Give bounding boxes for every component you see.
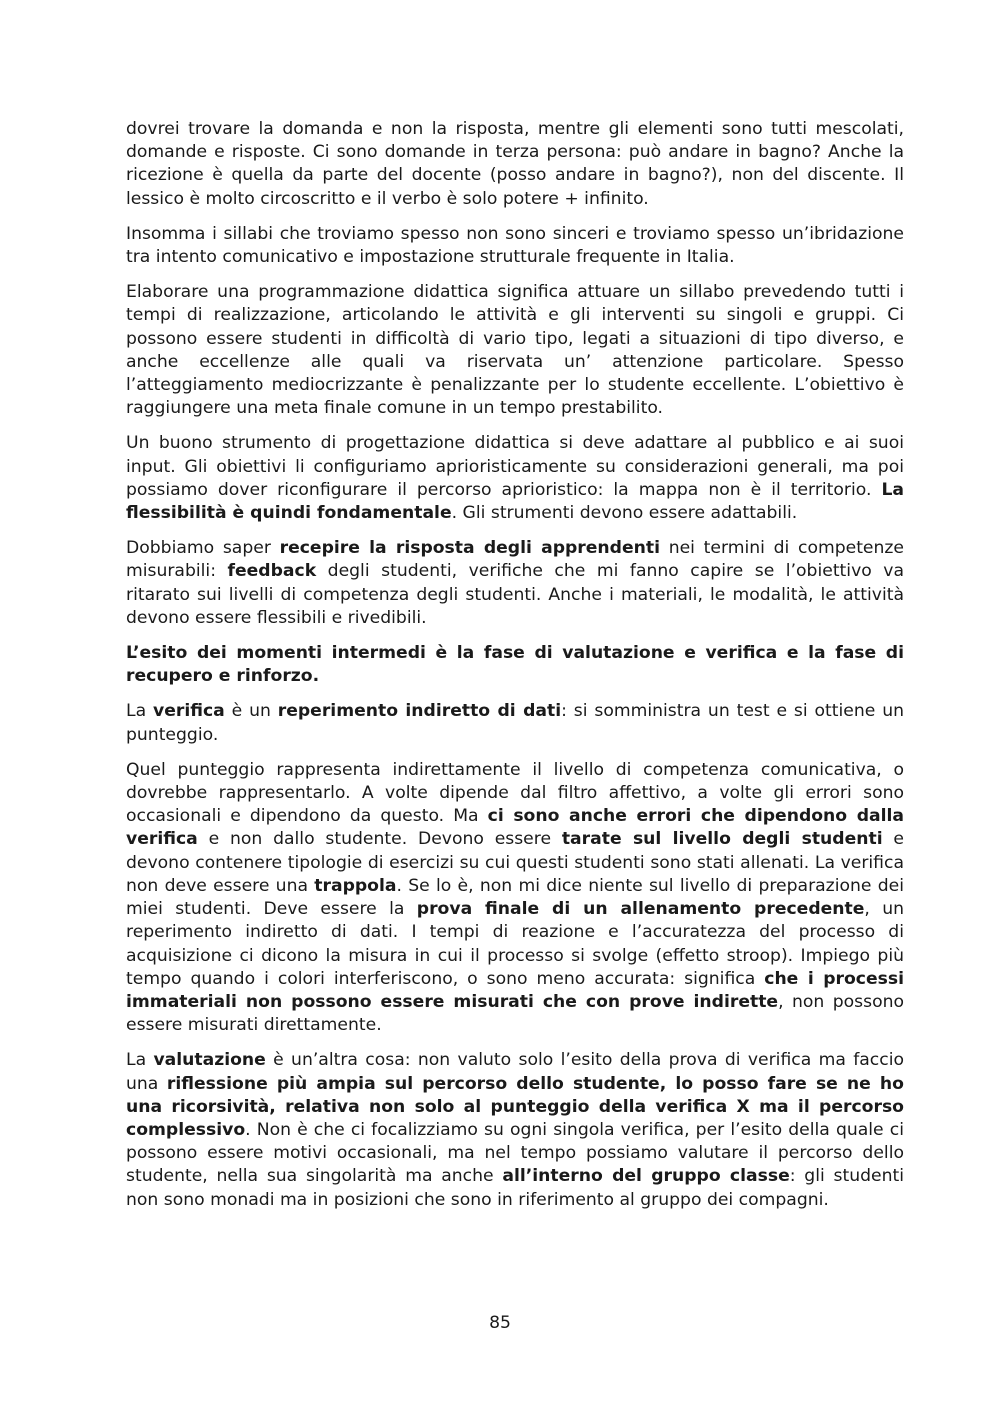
bold-run: recepire la risposta degli apprendenti [279, 538, 660, 559]
section-heading [126, 642, 904, 688]
paragraph [126, 1049, 904, 1211]
bold-run: L’esito dei momenti intermedi è la fase di valutazione e verifica e la fase di recupero e rinforzo. [126, 643, 904, 687]
bold-run: reperimento indiretto di dati [277, 701, 562, 722]
bold-run: tarate sul livello degli studenti [561, 829, 883, 850]
bold-run: feedback [227, 561, 317, 582]
paragraph [126, 759, 904, 1037]
text-run: e devono contenere tipologie di esercizi su cui questi studenti sono stati allenati. La verifica non deve essere una [126, 829, 904, 896]
bold-run: verifica [152, 701, 225, 722]
paragraph [126, 537, 904, 630]
text-run: La [126, 1050, 154, 1071]
bold-run: valutazione [153, 1050, 266, 1071]
text-run: . Gli strumenti devono essere adattabili. [451, 503, 798, 524]
page-body [126, 118, 904, 1224]
text-run: , un reperimento indiretto di dati. I tempi di reazione e l’accuratezza del processo di acquisizione ci dicono la misura in cui il processo si svolge (effetto stroop). Impiego più tempo quando i colori interferiscono, o sono meno accurata: significa [126, 899, 904, 989]
text-run: nei termini di competenze misurabili: [126, 538, 904, 582]
text-run: . Non è che ci focalizziamo su ogni singola verifica, per l’esito della quale ci possono essere motivi occasionali, ma nel tempo possiamo valutare il percorso dello studente, nella sua singolarità ma anche [126, 1119, 904, 1187]
bold-run: trappola [314, 875, 397, 896]
text-run: degli studenti, verifiche che mi fanno capire se l’obiettivo va ritarato sui livelli di competenza degli studenti. Anche i materiali, le modalità, le attività devono essere flessibili e rivedibili. [126, 561, 904, 628]
text-run: : gli studenti non sono monadi ma in posizioni che sono in riferimento al gruppo dei compagni. [126, 1166, 904, 1210]
text-run: è un [224, 701, 278, 722]
text-run: e non dallo studente. Devono essere [197, 829, 562, 850]
page-number: 85 [489, 1313, 511, 1333]
paragraph [126, 118, 904, 211]
text-run: La [126, 701, 153, 722]
paragraph [126, 432, 904, 525]
text-run: dovrei trovare la domanda e non la risposta, mentre gli elementi sono tutti mescolati, domande e risposte. Ci sono domande in terza persona: può andare in bagno? Anche la ricezione è quella da parte del docente (posso andare in bagno?), non del discente. Il lessico è molto circoscritto e il verbo è solo potere + infinito. [126, 119, 904, 209]
text-run: Insomma i sillabi che troviamo spesso non sono sinceri e troviamo spesso un’ibridazione tra intento comunicativo e impostazione strutturale frequente in Italia. [126, 223, 904, 268]
text-run: , non possono essere misurati direttamente. [126, 991, 905, 1036]
text-run: Elaborare una programmazione didattica significa attuare un sillabo prevedendo tutti i tempi di realizzazione, articolando le attività e gli interventi su singoli e gruppi. Ci possono essere studenti in difficoltà di vario tipo, legati a situazioni di tipo diverso, e anche eccellenze alle quali va riservata un’ attenzione particolare. Spesso l’atteggiamento mediocrizzante è penalizzante per lo studente eccellente. L’obiettivo è raggiungere una meta finale comune in un tempo prestabilito. [126, 282, 904, 419]
text-run: Dobbiamo saper [126, 538, 280, 559]
text-run: è un’altra cosa: non valuto solo l’esito della prova di verifica ma faccio una [126, 1050, 904, 1094]
paragraph [126, 281, 904, 420]
paragraph [126, 700, 904, 746]
bold-run: prova finale di un allenamento precedente [416, 899, 865, 920]
paragraph [126, 223, 904, 269]
bold-run: ci sono anche errori che dipendono dalla verifica [126, 806, 904, 850]
text-run: : si somministra un test e si ottiene un punteggio. [126, 701, 904, 745]
bold-run: riflessione più ampia sul percorso dello studente, lo posso fare se ne ho una ricorsività, relativa non solo al punteggio della verifica X ma il percorso complessivo [126, 1073, 904, 1140]
bold-run: all’interno del gruppo classe [502, 1166, 790, 1187]
bold-run: La flessibilità è quindi fondamentale [126, 479, 904, 524]
bold-run: che i processi immateriali non possono essere misurati che con prove indirette [126, 968, 904, 1012]
text-run: Un buono strumento di progettazione didattica si deve adattare al pubblico e ai suoi input. Gli obiettivi li configuriamo aprioristicamente su considerazioni generali, ma poi possiamo dover riconfigurare il percorso aprioristico: la mappa non è il territorio. [126, 433, 904, 500]
text-run: . Se lo è, non mi dice niente sul livello di preparazione dei miei studenti. Deve essere la [126, 875, 904, 920]
text-run: Quel punteggio rappresenta indirettamente il livello di competenza comunicativa, o dovrebbe rappresentarlo. A volte dipende dal filtro affettivo, a volte gli errori sono occasionali e dipendono da questo. Ma [126, 759, 904, 827]
